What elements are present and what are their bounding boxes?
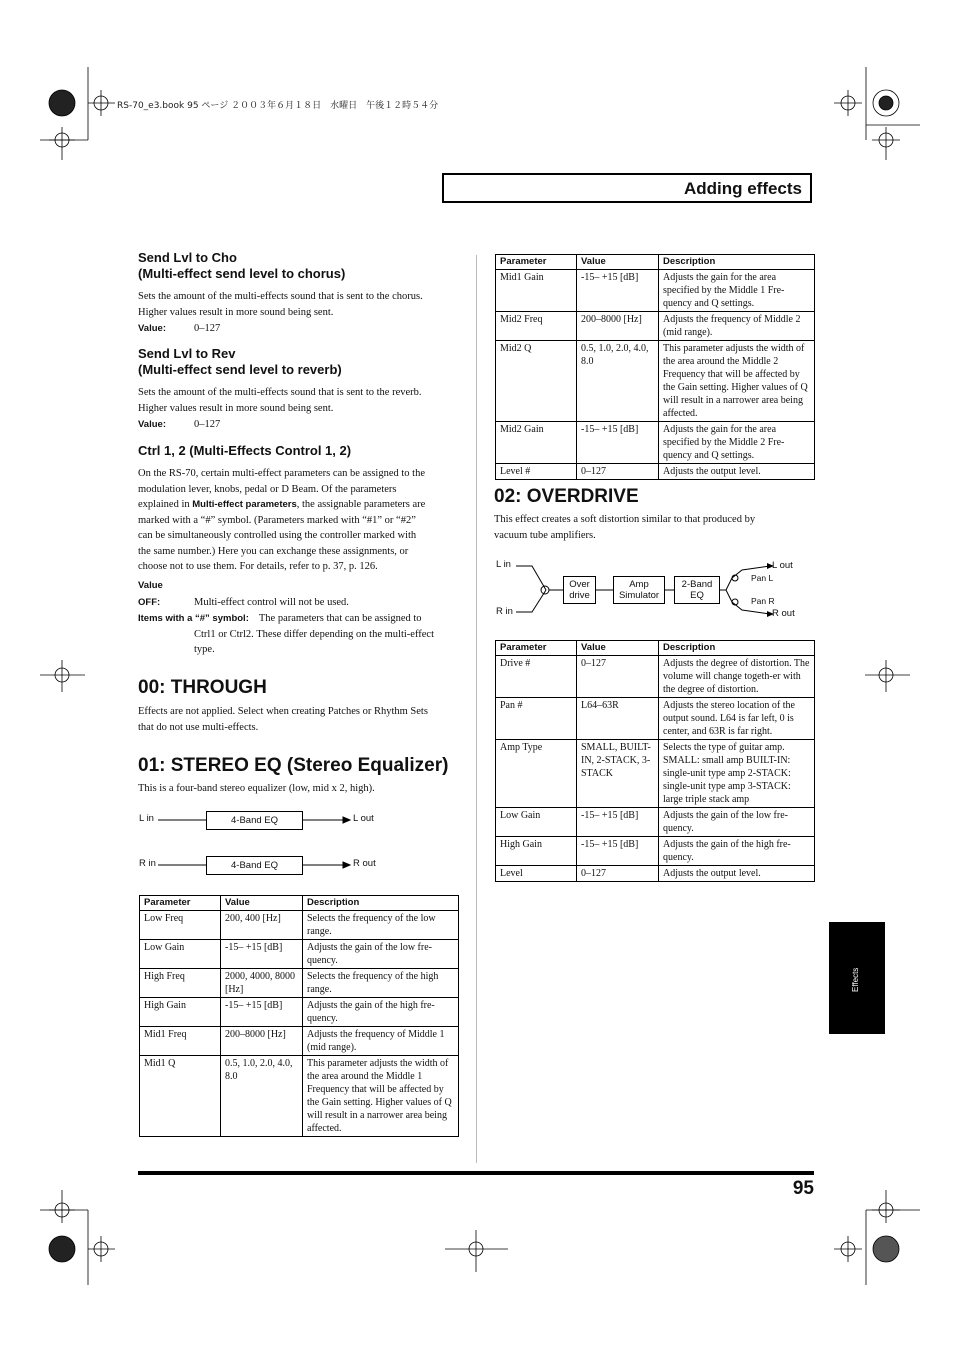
- send-cho-text-2: Higher values result in more sound being sent.: [138, 306, 334, 318]
- param-cell: Low Freq: [140, 911, 221, 940]
- value-heading: Value: [138, 579, 163, 591]
- param-cell: Level: [496, 866, 577, 882]
- through-title: 00: THROUGH: [138, 677, 267, 698]
- items-text-3: type.: [194, 644, 215, 655]
- value-cell: 200, 400 [Hz]: [221, 911, 303, 940]
- col-header: Description: [659, 255, 815, 270]
- table-row: [496, 866, 815, 882]
- eq-box-line: 2-Band: [681, 579, 713, 590]
- stereo-eq-table-cont: [495, 254, 815, 480]
- param-cell: Mid1 Gain: [496, 270, 577, 312]
- param-cell: Mid2 Q: [496, 341, 577, 422]
- send-cho-subtitle: (Multi-effect send level to chorus): [138, 266, 346, 281]
- ctrl-text-line: explained in: [138, 499, 193, 510]
- send-cho-section: [138, 250, 458, 337]
- stereo-eq-text: This is a four-band stereo equalizer (low, mid x 2, high).: [138, 783, 375, 794]
- amp-simulator-box: [613, 576, 665, 604]
- off-label: OFF:: [138, 596, 161, 608]
- section-title: Adding effects: [442, 173, 812, 203]
- param-cell: High Freq: [140, 969, 221, 998]
- description-cell: Adjusts the frequency of Middle 2 (mid range).: [659, 312, 815, 341]
- description-cell: Adjusts the gain for the area specified by the Middle 2 Fre-quency and Q settings.: [659, 422, 815, 464]
- table-row: [496, 808, 815, 837]
- description-cell: Adjusts the frequency of Middle 1 (mid range).: [303, 1027, 459, 1056]
- multi-effect-parameters-link[interactable]: Multi-effect parameters: [192, 499, 297, 510]
- overdrive-box: [563, 576, 596, 604]
- amp-box-line: Simulator: [618, 590, 660, 601]
- stereo-eq-section: [138, 755, 458, 797]
- ctrl-text-line: On the RS-70, certain multi-effect parameters can be assigned to the: [138, 468, 425, 479]
- value-cell: 0.5, 1.0, 2.0, 4.0, 8.0: [221, 1056, 303, 1137]
- send-cho-text: Sets the amount of the multi-effects sound that is sent to the chorus.: [138, 291, 423, 302]
- ctrl-text-line: the same number.) Here you can exchange these assignments, or: [138, 545, 409, 557]
- col-header: Parameter: [140, 896, 221, 911]
- description-cell: Adjusts the output level.: [659, 866, 815, 882]
- stereo-eq-diagram: [138, 805, 468, 885]
- amp-box-line: Amp: [629, 579, 649, 590]
- table-row: [140, 1056, 459, 1137]
- param-cell: Level #: [496, 464, 577, 480]
- pan-r-label: Pan R: [751, 596, 775, 606]
- value-range: 0–127: [194, 323, 221, 334]
- description-cell: Selects the type of guitar amp. SMALL: small amp BUILT-IN: single-unit type amp 2-STACK: single-unit type amp 3-STACK: large triple stack amp: [659, 740, 815, 808]
- table-row: [496, 698, 815, 740]
- r-out-label: R out: [772, 608, 795, 619]
- table-row: [496, 270, 815, 312]
- r-in-label: R in: [496, 606, 513, 617]
- off-text: Multi-effect control will not be used.: [194, 596, 349, 608]
- description-cell: Adjusts the gain of the high fre-quency.: [303, 998, 459, 1027]
- through-text: Effects are not applied. Select when creating Patches or Rhythm Sets: [138, 706, 428, 717]
- ctrl-title: Ctrl 1, 2 (Multi-Effects Control 1, 2): [138, 443, 352, 458]
- items-text: The parameters that can be assigned to: [258, 613, 422, 624]
- l-out-label: L out: [353, 813, 374, 824]
- through-section: [138, 677, 458, 735]
- items-label: Items with a “#” symbol:: [138, 613, 249, 624]
- overdrive-box-line: drive: [569, 590, 590, 601]
- description-cell: Adjusts the output level.: [659, 464, 815, 480]
- param-cell: Mid2 Gain: [496, 422, 577, 464]
- value-cell: -15– +15 [dB]: [221, 998, 303, 1027]
- table-row: [496, 341, 815, 422]
- two-band-eq-box: [674, 576, 720, 604]
- description-cell: This parameter adjusts the width of the area around the Middle 1 Frequency that will be affected by the Gain setting. Higher values of Q will result in a narrower area being affected.: [303, 1056, 459, 1137]
- param-cell: High Gain: [496, 837, 577, 866]
- col-header: Parameter: [496, 641, 577, 656]
- overdrive-diagram: [494, 556, 814, 626]
- param-cell: Low Gain: [496, 808, 577, 837]
- stereo-eq-table: [139, 895, 459, 1137]
- table-row: [496, 656, 815, 698]
- value-cell: -15– +15 [dB]: [221, 940, 303, 969]
- table-row: [496, 312, 815, 341]
- send-rev-text: Sets the amount of the multi-effects sound that is sent to the reverb.: [138, 387, 422, 398]
- send-rev-section: [138, 346, 458, 433]
- table-row: [496, 837, 815, 866]
- value-cell: 0–127: [577, 656, 659, 698]
- value-label: Value:: [138, 419, 166, 430]
- through-text-2: that do not use multi-effects.: [138, 721, 259, 733]
- l-in-label: L in: [139, 813, 154, 824]
- value-cell: 2000, 4000, 8000 [Hz]: [221, 969, 303, 998]
- value-range: 0–127: [194, 419, 221, 430]
- overdrive-box-line: Over: [569, 579, 590, 590]
- col-header: Value: [577, 641, 659, 656]
- page-number: 95: [792, 1178, 814, 1199]
- value-cell: 0–127: [577, 464, 659, 480]
- description-cell: Adjusts the degree of distortion. The volume will change togeth-er with the degree of distortion.: [659, 656, 815, 698]
- column-divider: [476, 255, 477, 1163]
- ctrl-text-line: can be simultaneously controlled using the controller marked with: [138, 530, 417, 541]
- r-in-label: R in: [139, 858, 156, 869]
- param-cell: Drive #: [496, 656, 577, 698]
- send-rev-text-2: Higher values result in more sound being sent.: [138, 402, 334, 414]
- description-cell: Selects the frequency of the high range.: [303, 969, 459, 998]
- eq-box-line: EQ: [690, 590, 704, 601]
- stereo-eq-connectors: [138, 805, 468, 885]
- stereo-eq-title: 01: STEREO EQ (Stereo Equalizer): [138, 755, 449, 776]
- table-row: [140, 998, 459, 1027]
- ctrl-text-line: choose not to use them. For details, refer to p. 37, p. 126.: [138, 561, 378, 572]
- overdrive-text-2: vacuum tube amplifiers.: [494, 529, 596, 541]
- col-header: Parameter: [496, 255, 577, 270]
- ctrl-text-line: marked with a “#” symbol. (Parameters marked with “#1” or “#2”: [138, 514, 416, 526]
- overdrive-table: [495, 640, 815, 882]
- col-header: Description: [303, 896, 459, 911]
- value-cell: L64–63R: [577, 698, 659, 740]
- value-cell: 0–127: [577, 866, 659, 882]
- param-cell: Pan #: [496, 698, 577, 740]
- value-label: Value:: [138, 323, 166, 334]
- value-cell: 200–8000 [Hz]: [221, 1027, 303, 1056]
- side-tab[interactable]: [829, 922, 885, 1034]
- param-cell: Mid1 Q: [140, 1056, 221, 1137]
- table-row: [140, 911, 459, 940]
- table-row: [496, 740, 815, 808]
- table-row: [496, 464, 815, 480]
- side-tab-label: Effects: [851, 967, 860, 992]
- param-cell: Amp Type: [496, 740, 577, 808]
- description-cell: This parameter adjusts the width of the area around the Middle 2 Frequency that will be affected by the Gain setting. Higher values of Q will result in a narrower area being affected.: [659, 341, 815, 422]
- value-cell: 0.5, 1.0, 2.0, 4.0, 8.0: [577, 341, 659, 422]
- table-row: [140, 1027, 459, 1056]
- param-cell: Mid2 Freq: [496, 312, 577, 341]
- pan-l-label: Pan L: [751, 573, 774, 583]
- l-out-label: L out: [772, 560, 793, 571]
- value-cell: -15– +15 [dB]: [577, 270, 659, 312]
- param-cell: High Gain: [140, 998, 221, 1027]
- description-cell: Adjusts the gain of the high fre-quency.: [659, 837, 815, 866]
- overdrive-text: This effect creates a soft distortion similar to that produced by: [494, 514, 756, 525]
- value-cell: 200–8000 [Hz]: [577, 312, 659, 341]
- col-header: Description: [659, 641, 815, 656]
- table-row: [140, 969, 459, 998]
- four-band-eq-box-l: 4-Band EQ: [206, 811, 303, 830]
- value-cell: SMALL, BUILT-IN, 2-STACK, 3-STACK: [577, 740, 659, 808]
- overdrive-title: 02: OVERDRIVE: [494, 486, 639, 507]
- ctrl-section: [138, 443, 458, 658]
- table-row: [140, 940, 459, 969]
- description-cell: Adjusts the gain of the low fre-quency.: [303, 940, 459, 969]
- col-header: Value: [221, 896, 303, 911]
- description-cell: Selects the frequency of the low range.: [303, 911, 459, 940]
- send-cho-title: Send Lvl to Cho: [138, 250, 237, 265]
- send-rev-subtitle: (Multi-effect send level to reverb): [138, 362, 342, 377]
- description-cell: Adjusts the stereo location of the output sound. L64 is far left, 0 is center, and 63R is far right.: [659, 698, 815, 740]
- l-in-label: L in: [496, 559, 511, 570]
- value-cell: -15– +15 [dB]: [577, 808, 659, 837]
- send-rev-title: Send Lvl to Rev: [138, 346, 236, 361]
- description-cell: Adjusts the gain for the area specified by the Middle 1 Fre-quency and Q settings.: [659, 270, 815, 312]
- value-cell: -15– +15 [dB]: [577, 837, 659, 866]
- ctrl-text-line: , the assignable parameters are: [296, 499, 426, 510]
- footer-rule: [138, 1171, 814, 1175]
- overdrive-section: [494, 486, 814, 543]
- table-row: [496, 422, 815, 464]
- book-meta: RS-70_e3.book 95 ページ ２００３年６月１８日 水曜日 午後１２時５４分: [117, 101, 439, 111]
- value-cell: -15– +15 [dB]: [577, 422, 659, 464]
- param-cell: Low Gain: [140, 940, 221, 969]
- description-cell: Adjusts the gain of the low fre-quency.: [659, 808, 815, 837]
- items-text-2: Ctrl1 or Ctrl2. These differ depending on the multi-effect: [194, 628, 434, 640]
- param-cell: Mid1 Freq: [140, 1027, 221, 1056]
- r-out-label: R out: [353, 858, 376, 869]
- col-header: Value: [577, 255, 659, 270]
- four-band-eq-box-r: 4-Band EQ: [206, 856, 303, 875]
- ctrl-text-line: modulation lever, knobs, pedal or D Beam. Of the parameters: [138, 483, 397, 495]
